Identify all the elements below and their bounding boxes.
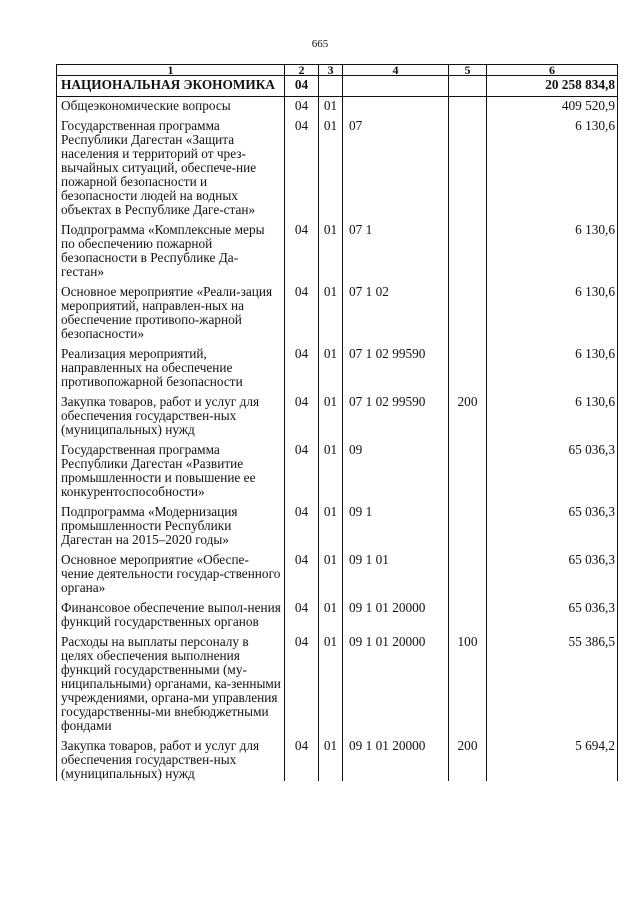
table-row: [57, 117, 618, 221]
table-row: [57, 221, 618, 283]
cell-amount: 20 258 834,8: [487, 76, 618, 97]
cell-target-code: 07 1: [343, 221, 449, 283]
cell-subsection: 01: [319, 737, 343, 781]
cell-expense-type: [449, 345, 487, 393]
cell-expense-type: 200: [449, 393, 487, 441]
cell-target-code: 09 1 01 20000: [343, 633, 449, 737]
cell-name: Подпрограмма «Модернизация промышленности Республики Дагестан на 2015–2020 годы»: [57, 503, 285, 551]
cell-name: Государственная программа Республики Дагестан «Защита населения и территорий от чрез-вычайных ситуаций, обеспече-ние пожарной безопасности и безопасности людей на водных объектах в Республике Даге-стан»: [57, 117, 285, 221]
table-row: [57, 633, 618, 737]
table-header-row: [57, 65, 618, 76]
cell-section: 04: [285, 441, 319, 503]
cell-amount: 6 130,6: [487, 221, 618, 283]
cell-section: 04: [285, 76, 319, 97]
cell-name: Расходы на выплаты персоналу в целях обеспечения выполнения функций государственными (му-ниципальными) органами, ка-зенными учреждениями, органа-ми управления государственны-ми внебюджетными фондами: [57, 633, 285, 737]
cell-name: Финансовое обеспечение выпол-нения функций государственных органов: [57, 599, 285, 633]
cell-expense-type: [449, 441, 487, 503]
cell-target-code: 09: [343, 441, 449, 503]
cell-target-code: 07 1 02: [343, 283, 449, 345]
cell-target-code: 09 1 01 20000: [343, 737, 449, 781]
column-header: 5: [449, 65, 487, 76]
cell-amount: 6 130,6: [487, 393, 618, 441]
cell-amount: 5 694,2: [487, 737, 618, 781]
table-body: [57, 76, 618, 782]
cell-name: НАЦИОНАЛЬНАЯ ЭКОНОМИКА: [57, 76, 285, 97]
cell-subsection: 01: [319, 503, 343, 551]
cell-name: Основное мероприятие «Реали-зация мероприятий, направлен-ных на обеспечение противопо-жарной безопасности»: [57, 283, 285, 345]
cell-target-code: 09 1: [343, 503, 449, 551]
cell-target-code: 09 1 01: [343, 551, 449, 599]
cell-target-code: 07 1 02 99590: [343, 393, 449, 441]
cell-name: Основное мероприятие «Обеспе-чение деятельности государ-ственного органа»: [57, 551, 285, 599]
cell-expense-type: [449, 283, 487, 345]
cell-amount: 65 036,3: [487, 503, 618, 551]
cell-subsection: 01: [319, 633, 343, 737]
cell-name: Общеэкономические вопросы: [57, 97, 285, 118]
cell-name: Закупка товаров, работ и услуг для обеспечения государствен-ных (муниципальных) нужд: [57, 393, 285, 441]
cell-subsection: [319, 76, 343, 97]
cell-subsection: 01: [319, 441, 343, 503]
cell-target-code: 07: [343, 117, 449, 221]
cell-amount: 65 036,3: [487, 551, 618, 599]
cell-name: Подпрограмма «Комплексные меры по обеспечению пожарной безопасности в Республике Да-гестан»: [57, 221, 285, 283]
cell-expense-type: 100: [449, 633, 487, 737]
budget-table: [56, 64, 618, 781]
cell-expense-type: [449, 599, 487, 633]
cell-name: Закупка товаров, работ и услуг для обеспечения государствен-ных (муниципальных) нужд: [57, 737, 285, 781]
cell-section: 04: [285, 599, 319, 633]
column-header: 3: [319, 65, 343, 76]
table-row: [57, 737, 618, 781]
cell-section: 04: [285, 283, 319, 345]
cell-subsection: 01: [319, 221, 343, 283]
cell-amount: 6 130,6: [487, 345, 618, 393]
table-row: [57, 345, 618, 393]
cell-amount: 65 036,3: [487, 599, 618, 633]
table-row: [57, 441, 618, 503]
cell-expense-type: [449, 76, 487, 97]
cell-subsection: 01: [319, 599, 343, 633]
cell-section: 04: [285, 503, 319, 551]
column-header: 1: [57, 65, 285, 76]
cell-target-code: 09 1 01 20000: [343, 599, 449, 633]
cell-section: 04: [285, 737, 319, 781]
cell-section: 04: [285, 345, 319, 393]
cell-section: 04: [285, 221, 319, 283]
cell-section: 04: [285, 633, 319, 737]
cell-amount: 6 130,6: [487, 283, 618, 345]
cell-name: Государственная программа Республики Дагестан «Развитие промышленности и повышение ее конкурентоспособности»: [57, 441, 285, 503]
cell-subsection: 01: [319, 117, 343, 221]
cell-subsection: 01: [319, 551, 343, 599]
cell-subsection: 01: [319, 393, 343, 441]
cell-section: 04: [285, 551, 319, 599]
cell-subsection: 01: [319, 283, 343, 345]
cell-subsection: 01: [319, 97, 343, 118]
cell-expense-type: [449, 117, 487, 221]
column-header: 2: [285, 65, 319, 76]
table-row: [57, 97, 618, 118]
table-row: [57, 599, 618, 633]
cell-section: 04: [285, 97, 319, 118]
cell-expense-type: 200: [449, 737, 487, 781]
cell-subsection: 01: [319, 345, 343, 393]
cell-section: 04: [285, 393, 319, 441]
page-number: 665: [311, 38, 329, 50]
table-row: [57, 551, 618, 599]
cell-name: Реализация мероприятий, направленных на обеспечение противопожарной безопасности: [57, 345, 285, 393]
column-header: 4: [343, 65, 449, 76]
cell-amount: 409 520,9: [487, 97, 618, 118]
cell-expense-type: [449, 551, 487, 599]
cell-amount: 6 130,6: [487, 117, 618, 221]
cell-section: 04: [285, 117, 319, 221]
cell-expense-type: [449, 503, 487, 551]
cell-target-code: [343, 76, 449, 97]
table-row: [57, 76, 618, 97]
table-row: [57, 283, 618, 345]
cell-expense-type: [449, 221, 487, 283]
cell-amount: 55 386,5: [487, 633, 618, 737]
cell-expense-type: [449, 97, 487, 118]
table-row: [57, 503, 618, 551]
cell-amount: 65 036,3: [487, 441, 618, 503]
cell-target-code: [343, 97, 449, 118]
column-header: 6: [487, 65, 618, 76]
table-row: [57, 393, 618, 441]
cell-target-code: 07 1 02 99590: [343, 345, 449, 393]
